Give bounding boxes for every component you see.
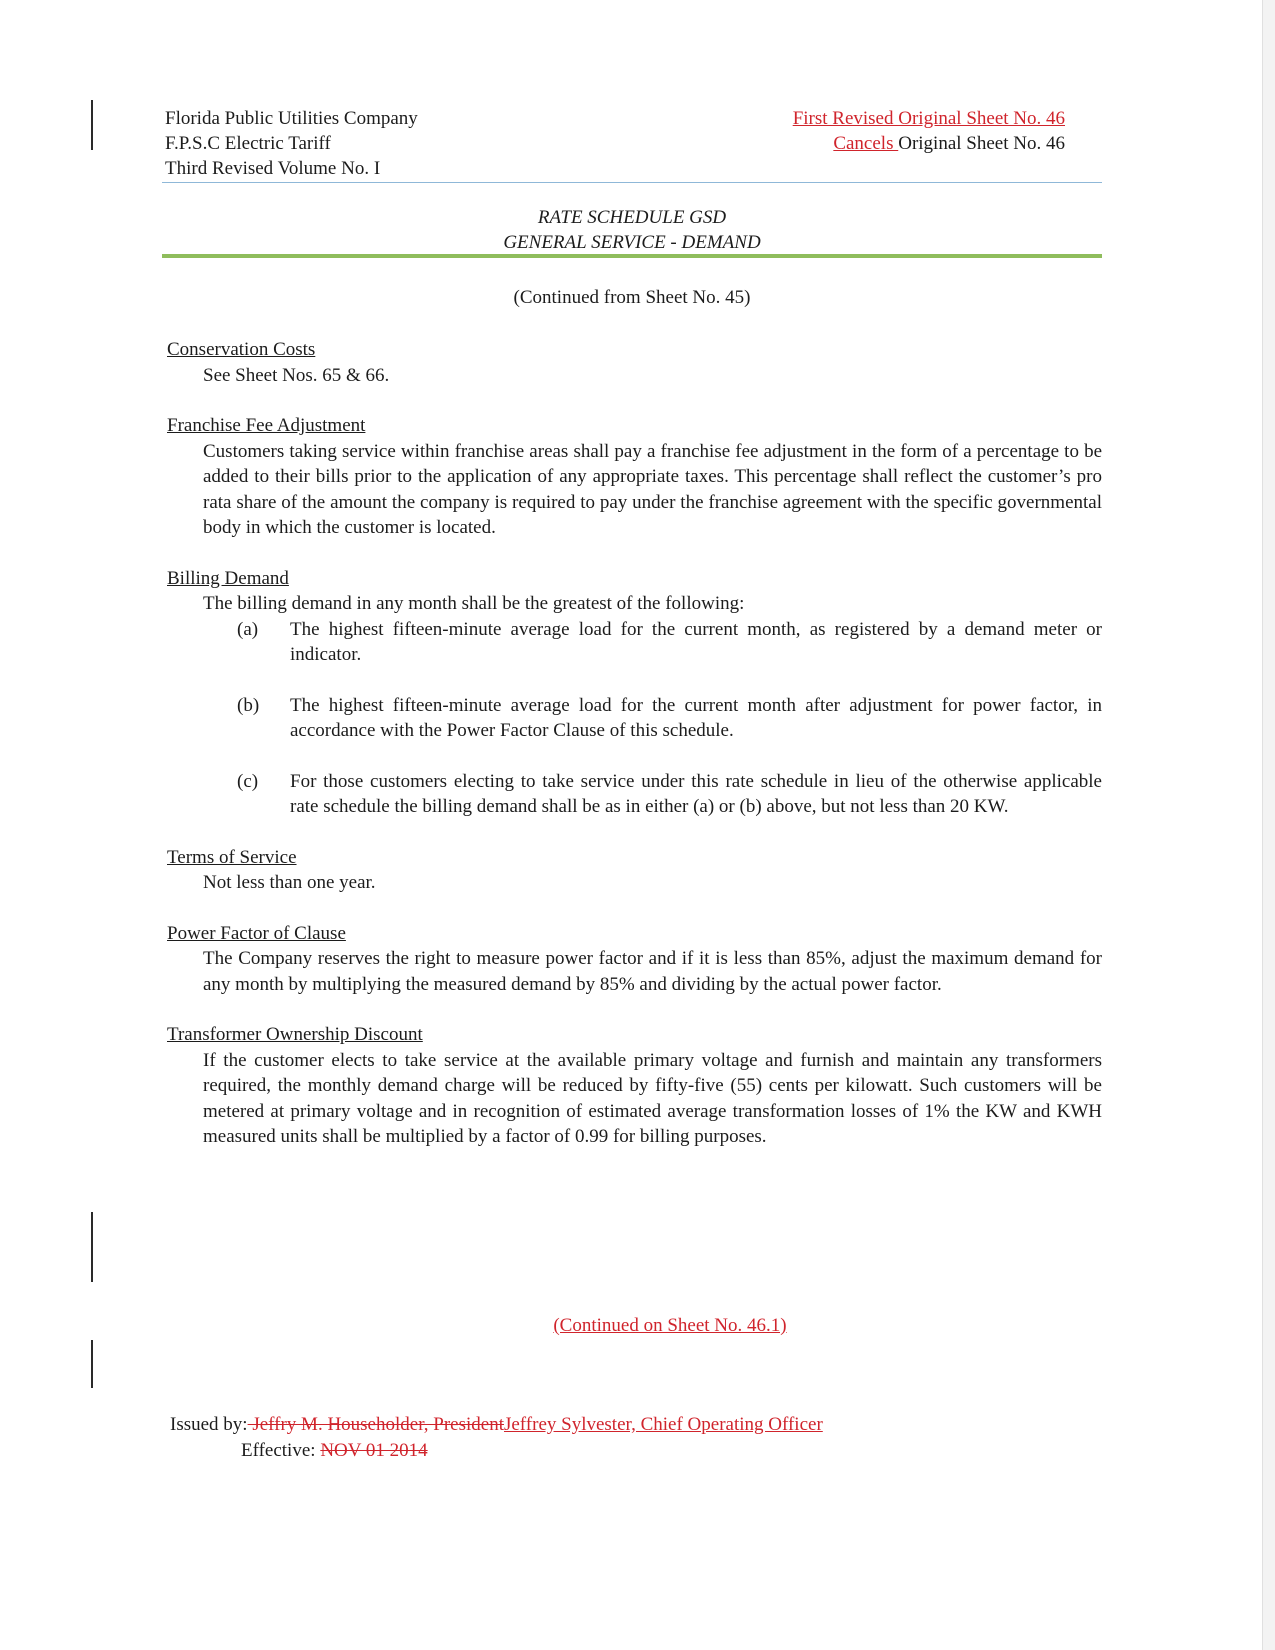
document-body <box>167 337 1102 1175</box>
section-text: If the customer elects to take service at the available primary voltage and furnish and maintain any transformers required, the monthly demand charge will be reduced by fifty-five (55) cents per kilowatt. Such customers will be metered at primary voltage and in recognition of estimated average transformation losses of 1% the KW and KWH measured units shall be multiplied by a factor of 0.99 for billing purposes. <box>203 1049 1102 1147</box>
power-factor-section <box>167 921 1102 998</box>
section-heading: Power Factor of Clause <box>167 922 346 944</box>
header-rule <box>162 182 1102 183</box>
revision-bar <box>91 1340 93 1388</box>
cancels-sheet: Original Sheet No. 46 <box>898 133 1065 154</box>
sheet-number: First Revised Original Sheet No. 46 <box>792 108 1065 129</box>
title-line-2: GENERAL SERVICE - DEMAND <box>503 232 761 253</box>
section-text: Customers taking service within franchise areas shall pay a franchise fee adjustment in the form of a percentage to be added to their bills prior to the application of any appropriate taxes. This percentage shall reflect the customer’s pro rata share of the amount the company is required to pay under the franchise agreement with the specific governmental body in which the customer is located. <box>203 440 1102 538</box>
conservation-section <box>167 337 1102 388</box>
section-heading: Franchise Fee Adjustment <box>167 415 366 436</box>
list-text: The highest fifteen-minute average load for the current month after adjustment for power factor, in accordance with the Power Factor Clause of this schedule. <box>290 694 1102 741</box>
effective-line <box>170 1438 823 1464</box>
cancels-line <box>793 131 1065 156</box>
billing-list <box>237 617 1102 820</box>
issued-by-line <box>170 1412 823 1438</box>
list-item <box>237 617 1102 668</box>
title-line-1: RATE SCHEDULE GSD <box>537 207 727 228</box>
issued-old: Jeffry M. Householder, President <box>247 1414 504 1435</box>
section-text: Not less than one year. <box>203 872 376 893</box>
franchise-section <box>167 413 1102 541</box>
cancels-label: Cancels <box>833 133 899 154</box>
list-label: (c) <box>237 770 259 792</box>
transformer-section <box>167 1022 1102 1150</box>
section-text: The Company reserves the right to measure power factor and if it is less than 85%, adjust the maximum demand for any month by multiplying the measured demand by 85% and dividing by the actual power factor. <box>203 948 1102 995</box>
effective-old: NOV 01 2014 <box>320 1440 428 1461</box>
continued-from: (Continued from Sheet No. 45) <box>513 287 751 308</box>
section-intro: The billing demand in any month shall be the greatest of the following: <box>203 593 745 614</box>
billing-section <box>167 566 1102 820</box>
list-item <box>237 693 1102 744</box>
section-text: See Sheet Nos. 65 & 66. <box>203 364 390 386</box>
issued-label: Issued by: <box>170 1414 248 1435</box>
list-label: (b) <box>237 694 260 716</box>
issued-new: Jeffrey Sylvester, Chief Operating Officer <box>503 1414 823 1435</box>
issuance-block <box>170 1412 823 1464</box>
effective-label: Effective: <box>241 1440 321 1461</box>
revision-bar <box>91 1212 93 1282</box>
page-edge <box>1262 0 1275 1650</box>
list-label: (a) <box>237 618 259 640</box>
continued-on: (Continued on Sheet No. 46.1) <box>553 1315 787 1336</box>
volume-name: Third Revised Volume No. I <box>165 158 381 179</box>
section-heading: Terms of Service <box>167 846 297 868</box>
company-name: Florida Public Utilities Company <box>165 108 418 129</box>
rate-schedule-title <box>162 205 1102 255</box>
title-rule <box>162 254 1102 258</box>
list-text: For those customers electing to take service under this rate schedule in lieu of the otherwise applicable rate schedule the billing demand shall be as in either (a) or (b) above, but not less than 20 KW. <box>290 770 1102 817</box>
header-left <box>165 106 418 181</box>
revision-bar <box>91 100 93 150</box>
terms-section <box>167 845 1102 896</box>
header-right <box>793 106 1065 156</box>
section-heading: Billing Demand <box>167 567 289 589</box>
tariff-name: F.P.S.C Electric Tariff <box>165 133 331 154</box>
list-text: The highest fifteen-minute average load for the current month, as registered by a demand meter or indicator. <box>290 618 1102 665</box>
section-heading: Transformer Ownership Discount <box>167 1024 423 1045</box>
section-heading: Conservation Costs <box>167 339 316 360</box>
list-item <box>237 769 1102 820</box>
